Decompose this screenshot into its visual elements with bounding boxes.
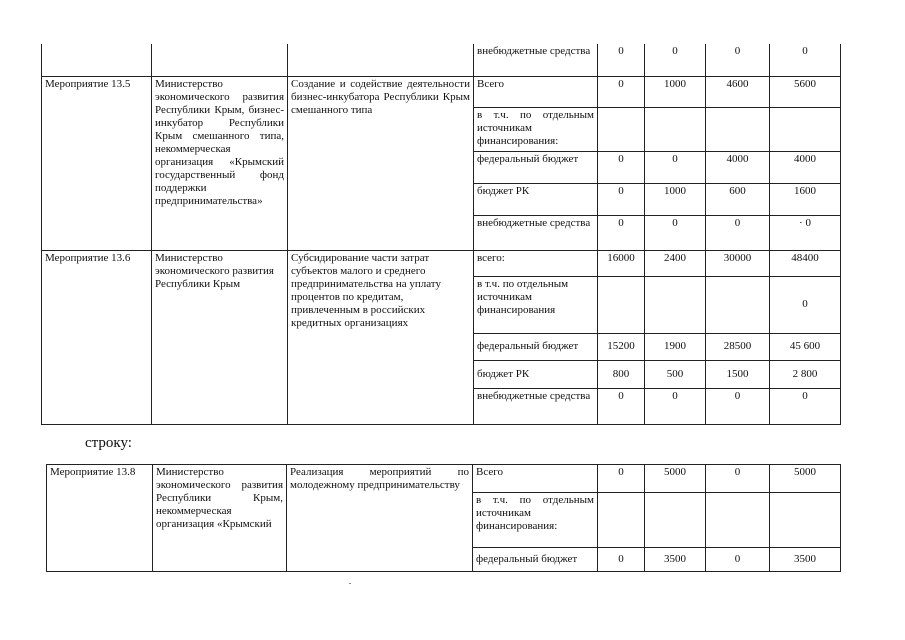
value-cell xyxy=(598,107,645,151)
description-cell: Создание и содействие деятельности бизнес-инкубатора Республики Крым смешанного типа xyxy=(288,76,474,250)
value-cell: 0 xyxy=(598,548,645,572)
value-cell: 0 xyxy=(706,465,770,493)
value-cell: 45 600 xyxy=(770,333,841,360)
value-cell: 30000 xyxy=(706,250,770,276)
value-cell: 2400 xyxy=(645,250,706,276)
value-cell: 0 xyxy=(706,548,770,572)
value-cell: 3500 xyxy=(645,548,706,572)
value-cell: 5000 xyxy=(645,465,706,493)
funding-source: в т.ч. по отдельным источникам финансирования xyxy=(474,276,598,333)
executor-cell: Министерство экономического развития Республики Крым, некоммерческая организация «Крымский xyxy=(153,465,287,572)
program-table-1 xyxy=(41,44,841,425)
value-cell: 0 xyxy=(645,215,706,250)
funding-source: Всего xyxy=(474,76,598,107)
description-cell: Реализация мероприятий по молодежному предпринимательству xyxy=(287,465,473,572)
section-label: строку: xyxy=(85,435,132,451)
value-cell: 0 xyxy=(598,465,645,493)
funding-source: внебюджетные средства xyxy=(474,388,598,424)
table-row xyxy=(42,44,841,76)
value-cell xyxy=(770,493,841,548)
value-cell: 4000 xyxy=(706,151,770,183)
value-cell: 5000 xyxy=(770,465,841,493)
value-cell: 500 xyxy=(645,360,706,388)
funding-source: внебюджетные средства xyxy=(474,44,598,76)
value-cell: 15200 xyxy=(598,333,645,360)
funding-source: федеральный бюджет xyxy=(473,548,598,572)
value-cell: 48400 xyxy=(770,250,841,276)
value-cell: 0 xyxy=(598,151,645,183)
value-cell: 0 xyxy=(645,388,706,424)
value-cell: 0 xyxy=(770,276,841,333)
value-cell xyxy=(706,493,770,548)
value-cell xyxy=(706,107,770,151)
value-cell xyxy=(706,276,770,333)
value-cell: 16000 xyxy=(598,250,645,276)
value-cell: 0 xyxy=(598,44,645,76)
value-cell: 4600 xyxy=(706,76,770,107)
description-cell: Субсидирование части затрат субъектов малого и среднего предпринимательства на уплату процентов по кредитам, привлеченным в российских кредитных организациях xyxy=(288,250,474,424)
value-cell: 4000 xyxy=(770,151,841,183)
table-row xyxy=(42,76,841,107)
value-cell: 0 xyxy=(598,388,645,424)
funding-source: федеральный бюджет xyxy=(474,151,598,183)
measure-id: Мероприятие 13.8 xyxy=(47,465,153,572)
value-cell: 0 xyxy=(598,76,645,107)
measure-id: Мероприятие 13.5 xyxy=(42,76,152,250)
value-cell: 0 xyxy=(706,215,770,250)
funding-source: федеральный бюджет xyxy=(474,333,598,360)
funding-source: всего: xyxy=(474,250,598,276)
value-cell: 0 xyxy=(706,44,770,76)
value-cell: 0 xyxy=(645,151,706,183)
value-cell xyxy=(645,276,706,333)
value-cell: 800 xyxy=(598,360,645,388)
value-cell: 3500 xyxy=(770,548,841,572)
value-cell xyxy=(598,276,645,333)
value-cell xyxy=(645,107,706,151)
value-cell: 1900 xyxy=(645,333,706,360)
value-cell xyxy=(770,107,841,151)
value-cell: 0 xyxy=(770,44,841,76)
program-table-2 xyxy=(46,464,841,572)
funding-source: бюджет РК xyxy=(474,183,598,215)
scan-speck xyxy=(349,583,351,584)
value-cell: 600 xyxy=(706,183,770,215)
funding-source: бюджет РК xyxy=(474,360,598,388)
funding-source: в т.ч. по отдельным источникам финансирования: xyxy=(474,107,598,151)
value-cell: 1500 xyxy=(706,360,770,388)
executor-cell: Министерство экономического развития Республики Крым xyxy=(152,250,288,424)
value-cell: 0 xyxy=(770,388,841,424)
table-row xyxy=(47,465,841,493)
value-cell: 0 xyxy=(598,215,645,250)
value-cell: 0 xyxy=(706,388,770,424)
measure-id: Мероприятие 13.6 xyxy=(42,250,152,424)
value-cell: 0 xyxy=(598,183,645,215)
table-row xyxy=(42,250,841,276)
executor-cell: Министерство экономического развития Республики Крым, бизнес-инкубатор Республики Крым смешанного типа, некоммерческая организация «Крымский государственный фонд поддержки предпринимательства» xyxy=(152,76,288,250)
funding-source: Всего xyxy=(473,465,598,493)
value-cell xyxy=(645,493,706,548)
value-cell: 28500 xyxy=(706,333,770,360)
funding-source: в т.ч. по отдельным источникам финансирования: xyxy=(473,493,598,548)
value-cell: 2 800 xyxy=(770,360,841,388)
value-cell: 0 xyxy=(645,44,706,76)
value-cell: 5600 xyxy=(770,76,841,107)
value-cell xyxy=(598,493,645,548)
value-cell: · 0 xyxy=(770,215,841,250)
value-cell: 1600 xyxy=(770,183,841,215)
funding-source: внебюджетные средства xyxy=(474,215,598,250)
value-cell: 1000 xyxy=(645,183,706,215)
value-cell: 1000 xyxy=(645,76,706,107)
